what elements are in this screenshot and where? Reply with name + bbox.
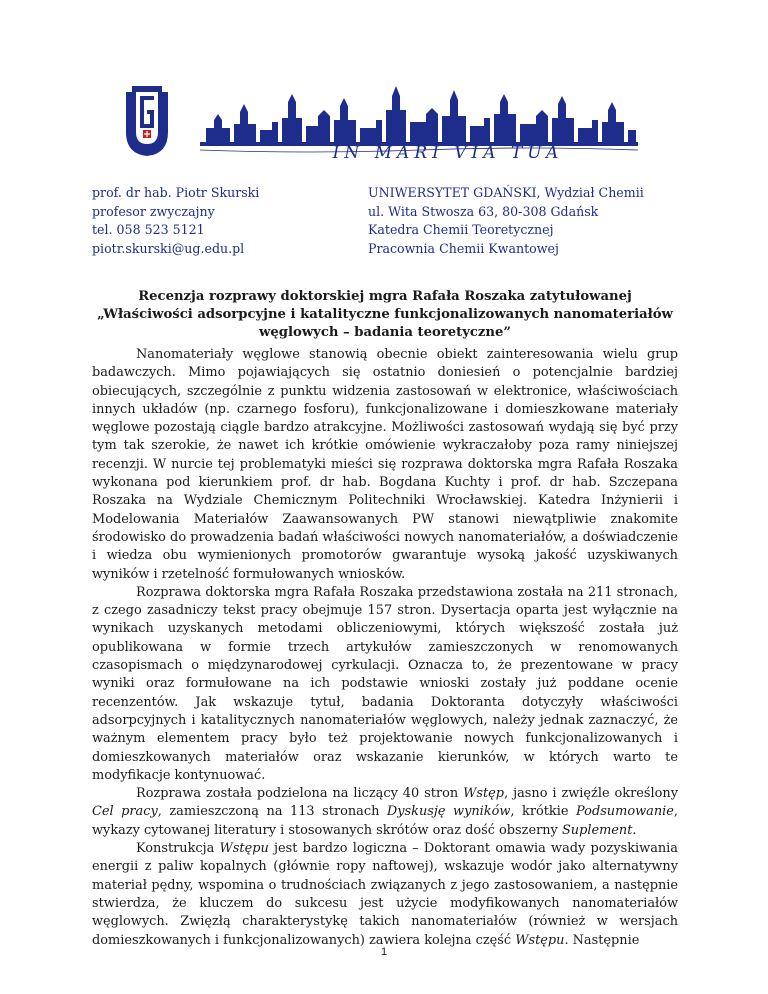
institution-department: Katedra Chemii Teoretycznej [368,222,554,237]
paragraph-1: Nanomateriały węglowe stanowią obecnie obiekt zainteresowania wielu grup badawczych. Mimo pojawiających się ostatnio doniesień o potencjalnie bardziej obiecujących, szczególnie z punktu widzenia zastosowań w elektronice, właściwościach innych układów (np. czarnego fosforu), funkcjonalizowane i domieszkowane materiały węglowe pozostają ciągle bardzo atrakcyjne. Możliwości zastosowań wydają się być przy tym tak szerokie, że nawet ich krótkie omówienie wykraczałoby poza ramy niniejszej recenzji. W nurcie tej problematyki mieści się rozprawa doktorska mgra Rafała Roszaka wykonana pod kierunkiem prof. dr hab. Bogdana Kuchty i prof. dr hab. Szczepana Roszaka na Wydziale Chemicznym Politechniki Wrocławskiej. Katedra Inżynierii i Modelowania Materiałów Zaawansowanych PW stanowi niewątpliwie znakomite środowisko do prowadzenia badań właściwości nowych nanomateriałów, a doświadczenie i wiedza obu wymienionych promotorów gwarantuje wysoką jakość uzyskiwanych wyników i rzetelność formułowanych wniosków. [92,347,678,582]
title-line-2: „Właściwości adsorpcyjne i katalityczne funkcjonalizowanych nanomateriałów [97,307,673,322]
page-number: 1 [380,946,388,958]
reviewer-position: profesor zwyczajny [92,203,215,219]
paragraph-4: Konstrukcja Wstępu jest bardzo logiczna – Doktorant omawia wady pozyskiwania energii z paliw kopalnych (głównie ropy naftowej), wskazuje wodór jako alternatywny materiał pędny, wspomina o trudnościach związanych z jego zastosowaniem, a następnie stwierdza, że kluczem do sukcesu jest użycie modyfikowanych nanomateriałów węglowych. Zwięzłą charakterystykę takich nanomateriałów (również w wersjach domieszkowanych i funkcjonalizowanych) zawiera kolejna część Wstępu. Następnie [92,841,678,948]
paragraph-3: Rozprawa została podzielona na liczący 40 stron Wstęp, jasno i zwięźle określony Cel pracy, zamieszczoną na 113 stronach Dyskusję wyników, krótkie Podsumowanie, wykazy cytowanej literatury i stosowanych skrótów oraz dość obszerny Suplement. [92,786,678,838]
university-logo [122,86,172,158]
review-title [92,288,678,342]
reviewer-phone: tel. 058 523 5121 [92,222,205,237]
institution-street: ul. Wita Stwosza 63, 80-308 Gdańsk [368,203,599,219]
review-body [92,346,678,950]
reviewer-contact [92,184,259,258]
reviewer-email[interactable]: piotr.skurski@ug.edu.pl [92,240,245,256]
reviewer-name: prof. dr hab. Piotr Skurski [92,185,260,200]
title-line-1: Recenzja rozprawy doktorskiej mgra Rafała Roszaka zatytułowanej [138,289,632,304]
title-line-3: węglowych – badania teoretyczne” [259,325,511,340]
institution-name: UNIWERSYTET GDAŃSKI, Wydział Chemii [368,185,644,200]
paragraph-2: Rozprawa doktorska mgra Rafała Roszaka przedstawiona została na 211 stronach, z czego zasadniczy tekst pracy obejmuje 157 stron. Dysertacja oparta jest wyłącznie na wynikach uzyskanych metodami obliczeniowymi, których większość została już opublikowana w formie trzech artykułów zamieszczonych w renomowanych czasopismach o międzynarodowej cyrkulacji. Oznacza to, że prezentowane w pracy wyniki oraz formułowane na ich podstawie wnioski zostały już poddane ocenie recenzentów. Jak wskazuje tytuł, badania Doktoranta dotyczyły właściwości adsorpcyjnych i katalitycznych nanomateriałów węglowych, należy jednak zaznaczyć, że ważnym elementem pracy było też projektowanie nowych funkcjonalizowanych i domieszkowanych materiałów oraz wskazanie kierunków, w których warto te modyfikacje kontynuować. [92,584,678,783]
university-motto: IN MARI VIA TUA [332,143,564,163]
institution-address [368,184,644,258]
institution-lab: Pracownia Chemii Kwantowej [368,240,559,256]
